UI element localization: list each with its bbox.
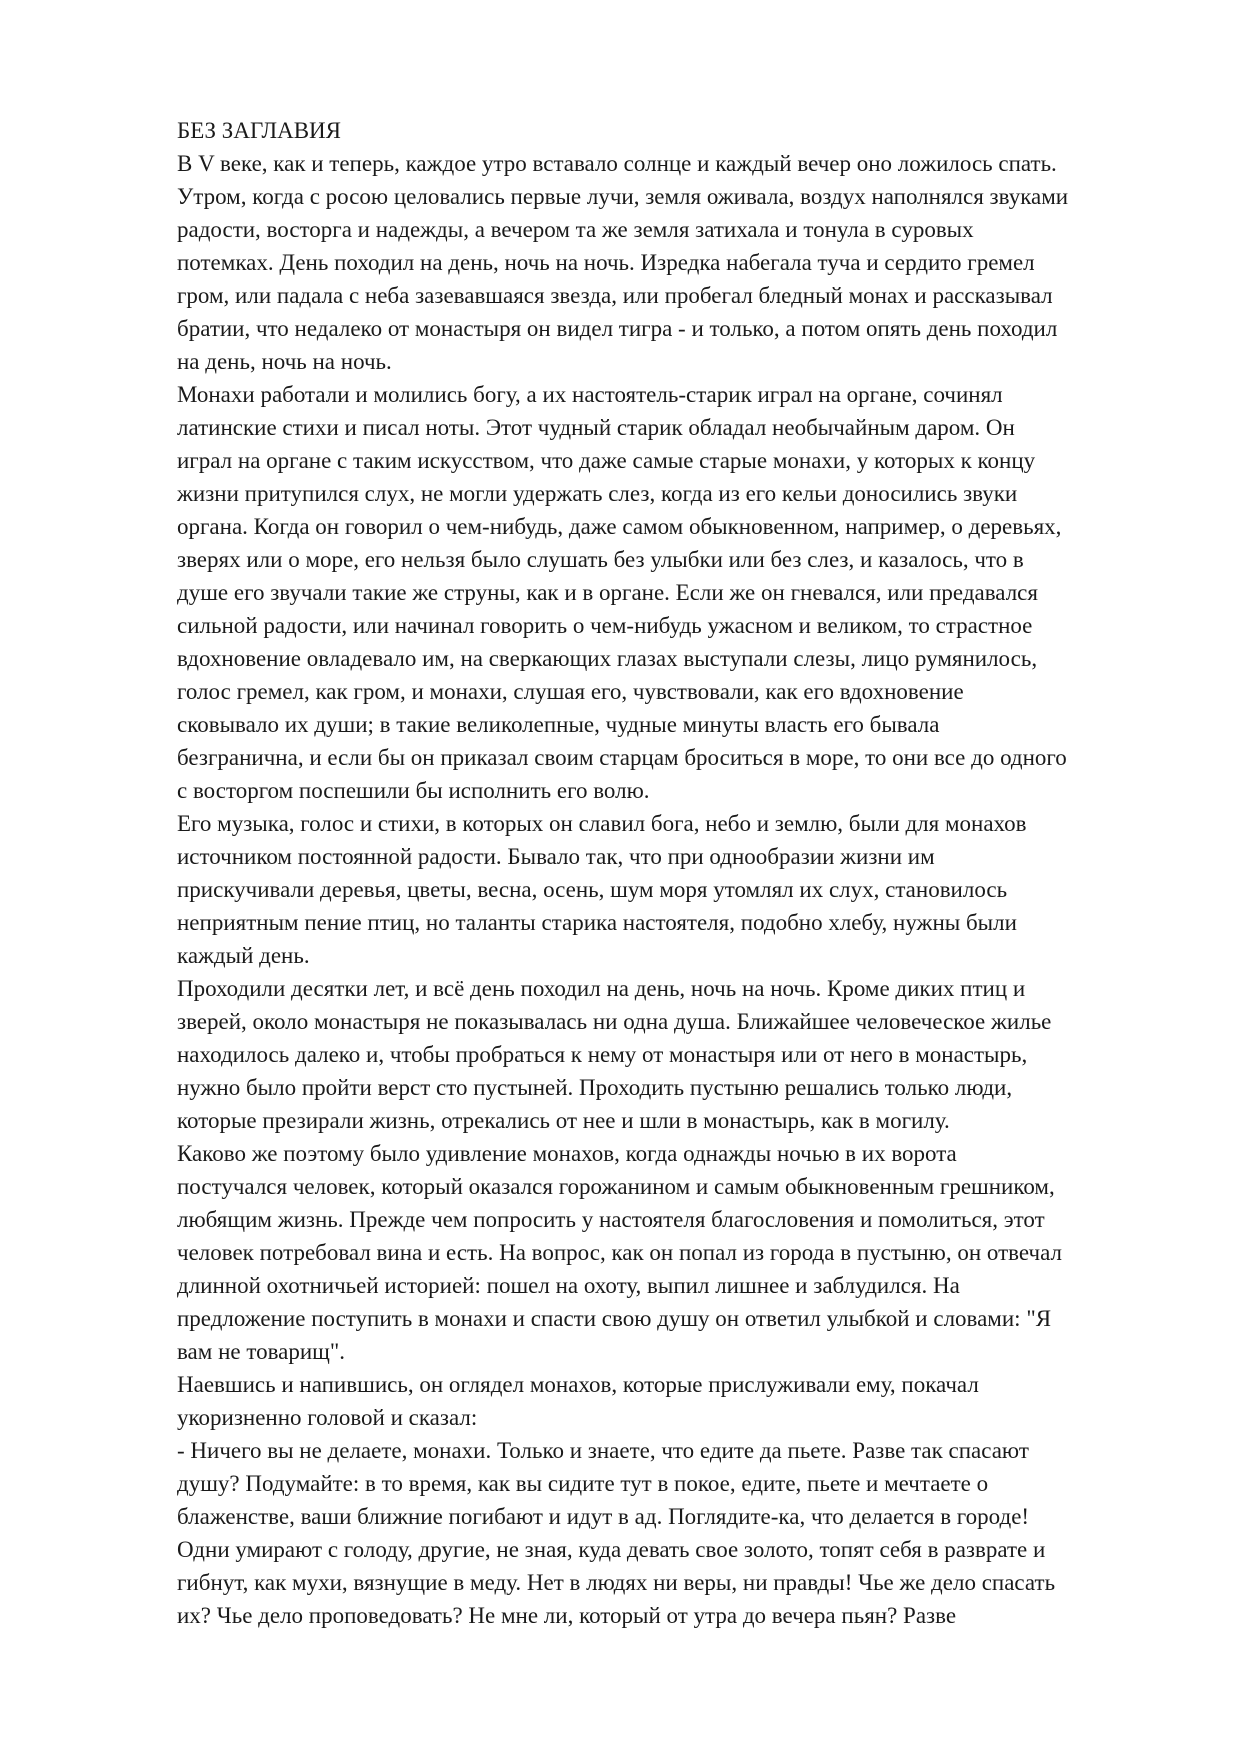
text-line: зверях или о море, его нельзя было слушать без улыбки или без слез, и казалось, что в	[177, 547, 1024, 572]
text-line: вдохновение овладевало им, на сверкающих глазах выступали слезы, лицо румянилось,	[177, 646, 1038, 671]
text-line: радости, восторга и надежды, а вечером та же земля затихала и тонула в суровых	[177, 217, 974, 242]
text-line: каждый день.	[177, 943, 310, 968]
text-line: укоризненно головой и сказал:	[177, 1405, 478, 1430]
text-line: голос гремел, как гром, и монахи, слушая его, чувствовали, как его вдохновение	[177, 679, 964, 704]
text-line: - Ничего вы не делаете, монахи. Только и знаете, что едите да пьете. Разве так спасают	[177, 1438, 1029, 1463]
text-line: находилось далеко и, чтобы пробраться к нему от монастыря или от него в монастырь,	[177, 1042, 1028, 1067]
text-line: Каково же поэтому было удивление монахов, когда однажды ночью в их ворота	[177, 1141, 957, 1166]
text-line: которые презирали жизнь, отрекались от нее и шли в монастырь, как в могилу.	[177, 1108, 950, 1133]
document-text	[177, 114, 1187, 1632]
text-line: Монахи работали и молились богу, а их настоятель-старик играл на органе, сочинял	[177, 382, 1003, 407]
text-line: душе его звучали такие же струны, как и в органе. Если же он гневался, или предавался	[177, 580, 1038, 605]
text-line: В V веке, как и теперь, каждое утро вставало солнце и каждый вечер оно ложилось спать.	[177, 151, 1057, 176]
text-line: гром, или падала с неба зазевавшаяся звезда, или пробегал бледный монах и рассказывал	[177, 283, 1053, 308]
text-line: длинной охотничьей историей: пошел на охоту, выпил лишнее и заблудился. На	[177, 1273, 960, 1298]
text-line: братии, что недалеко от монастыря он видел тигра - и только, а потом опять день походил	[177, 316, 1058, 341]
text-line: латинские стихи и писал ноты. Этот чудный старик обладал необычайным даром. Он	[177, 415, 1015, 440]
text-line: постучался человек, который оказался горожанином и самым обыкновенным грешником,	[177, 1174, 1055, 1199]
text-line: Наевшись и напившись, он оглядел монахов, которые прислуживали ему, покачал	[177, 1372, 979, 1397]
text-line: безгранична, и если бы он приказал своим старцам броситься в море, то они все до одного	[177, 745, 1067, 770]
text-line: жизни притупился слух, не могли удержать слез, когда из его кельи доносились звуки	[177, 481, 1018, 506]
text-line: источником постоянной радости. Бывало так, что при однообразии жизни им	[177, 844, 935, 869]
text-line: любящим жизнь. Прежде чем попросить у настоятеля благословения и помолиться, этот	[177, 1207, 1045, 1232]
text-line: предложение поступить в монахи и спасти свою душу он ответил улыбкой и словами: "Я	[177, 1306, 1052, 1331]
text-line: играл на органе с таким искусством, что даже самые старые монахи, у которых к концу	[177, 448, 1036, 473]
text-line: сильной радости, или начинал говорить о чем-нибудь ужасном и великом, то страстное	[177, 613, 1033, 638]
document-title: БЕЗ ЗАГЛАВИЯ	[177, 118, 342, 143]
text-line: зверей, около монастыря не показывалась ни одна душа. Ближайшее человеческое жилье	[177, 1009, 1052, 1034]
text-line: Проходили десятки лет, и всё день походил на день, ночь на ночь. Кроме диких птиц и	[177, 976, 1026, 1001]
text-line: неприятным пение птиц, но таланты старика настоятеля, подобно хлебу, нужны были	[177, 910, 1017, 935]
text-line: потемках. День походил на день, ночь на ночь. Изредка набегала туча и сердито гремел	[177, 250, 1035, 275]
text-line: душу? Подумайте: в то время, как вы сидите тут в покое, едите, пьете и мечтаете о	[177, 1471, 989, 1496]
text-line: блаженстве, ваши ближние погибают и идут в ад. Поглядите-ка, что делается в городе!	[177, 1504, 1030, 1529]
text-line: прискучивали деревья, цветы, весна, осень, шум моря утомлял их слух, становилось	[177, 877, 1008, 902]
text-line: нужно было пройти верст сто пустыней. Проходить пустыню решались только люди,	[177, 1075, 1013, 1100]
text-line: их? Чье дело проповедовать? Не мне ли, который от утра до вечера пьян? Разве	[177, 1603, 957, 1628]
text-line: сковывало их души; в такие великолепные, чудные минуты власть его бывала	[177, 712, 940, 737]
text-line: Утром, когда с росою целовались первые лучи, земля оживала, воздух наполнялся звуками	[177, 184, 1069, 209]
text-line: гибнут, как мухи, вязнущие в меду. Нет в людях ни веры, ни правды! Чье же дело спасать	[177, 1570, 1056, 1595]
text-line: Одни умирают с голоду, другие, не зная, куда девать свое золото, топят себя в разврате и	[177, 1537, 1046, 1562]
text-line: с восторгом поспешили бы исполнить его волю.	[177, 778, 650, 803]
text-line: органа. Когда он говорил о чем-нибудь, даже самом обыкновенном, например, о деревьях,	[177, 514, 1062, 539]
text-line: человек потребовал вина и есть. На вопрос, как он попал из города в пустыню, он отвечал	[177, 1240, 1062, 1265]
text-line: вам не товарищ".	[177, 1339, 346, 1364]
text-line: на день, ночь на ночь.	[177, 349, 392, 374]
text-line: Его музыка, голос и стихи, в которых он славил бога, небо и землю, были для монахов	[177, 811, 1027, 836]
